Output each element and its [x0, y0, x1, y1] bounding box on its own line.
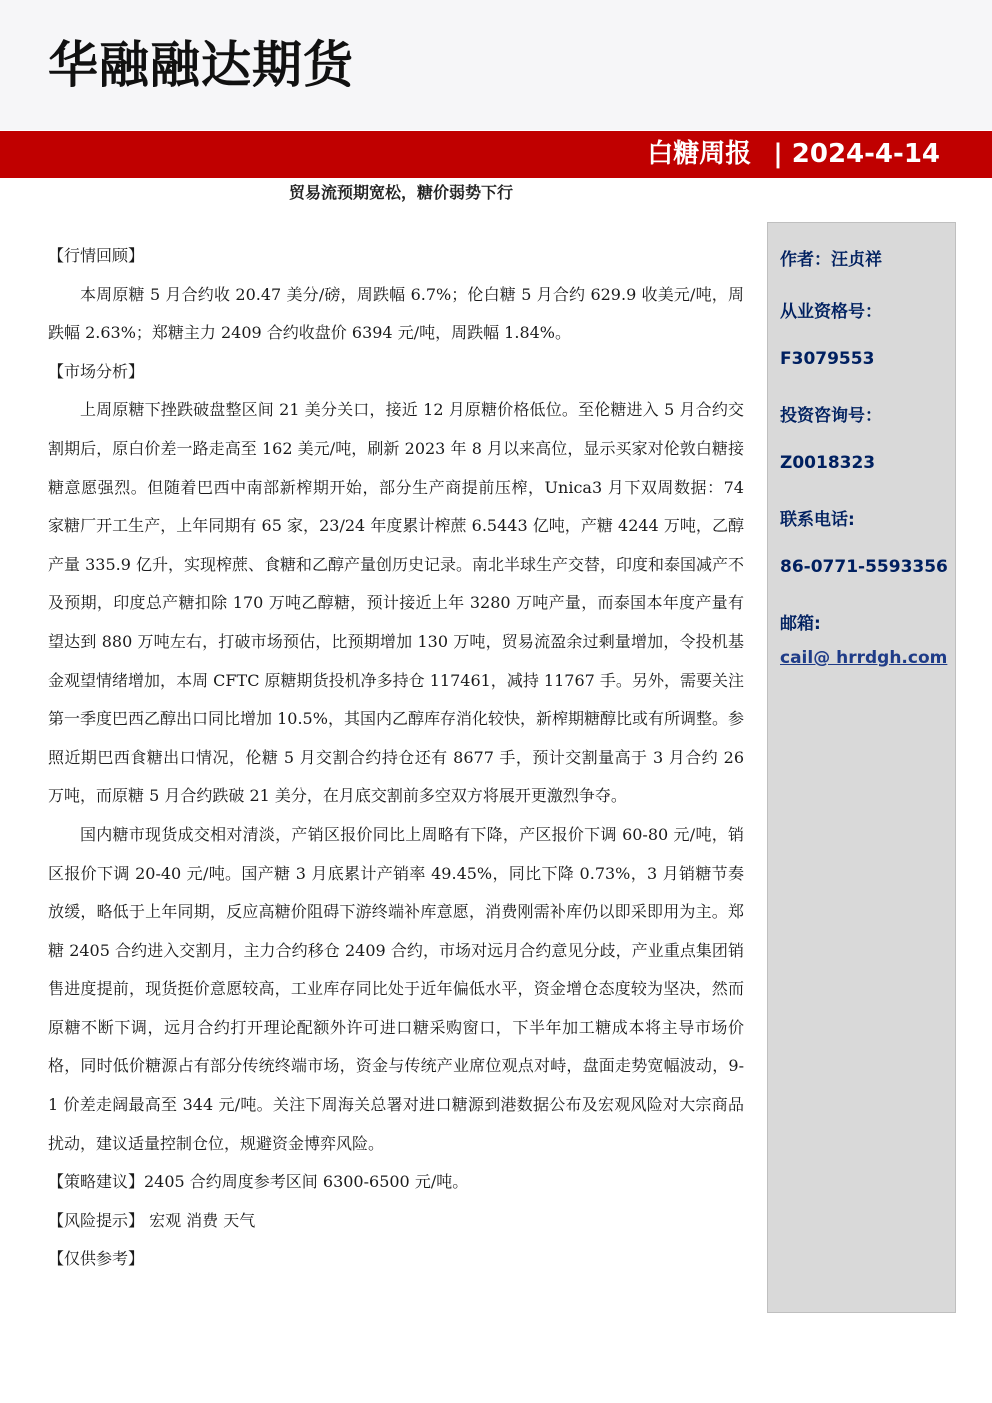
report-subtitle: 贸易流预期宽松，糖价弱势下行: [289, 183, 514, 202]
report-date: 2024-4-14: [791, 139, 940, 169]
advisory-label: 投资咨询号：: [780, 406, 882, 426]
analysis-paragraph-domestic: 国内糖市现货成交相对清淡，产销区报价同比上周略有下降，产区报价下调 60-80 元/吨，销区报价下调 20-40 元/吨。国产糖 3 月底累计产销率 49.45%，同比下降 0.73%，3 月销糖节奏放缓，略低于上年同期，反应高糖价阻碍下游终端补库意愿，消费刚需补库仍以即采即用为主。郑糖 2405 合约进入交割月，主力合约移仓 2409 合约，市场对远月合约意见分歧，产业重点集团销售进度提前，现货挺价意愿较高，工业库存同比处于近年偏低水平，资金增仓态度较为坚决，然而原糖不断下调，远月合约打开理论配额外许可进口糖采购窗口，下半年加工糖成本将主导市场价格，同时低价糖源占有部分传统终端市场，资金与传统产业席位观点对峙，盘面走势宽幅波动，9-1 价差走阔最高至 344 元/吨。关注下周海关总署对进口糖源到港数据公布及宏观风险对大宗商品扰动，建议适量控制仓位，规避资金博弈风险。: [48, 824, 744, 1153]
phone-number: 86-0771-5593356: [780, 557, 948, 577]
report-banner: [0, 131, 992, 178]
report-body: [48, 237, 744, 1279]
author-sidebar: [767, 222, 956, 1313]
email-label: 邮箱:: [780, 614, 821, 634]
analysis-paragraph-international: 上周原糖下挫跌破盘整区间 21 美分关口，接近 12 月原糖价格低位。至伦糖进入 5 月合约交割期后，原白价差一路走高至 162 美元/吨，刷新 2023 年 8 月以来高位，显示买家对伦敦白糖接糖意愿强烈。但随着巴西中南部新榨期开始，部分生产商提前压榨，Unica3 月下双周数据：74 家糖厂开工生产，上年同期有 65 家，23/24 年度累计榨蔗 6.5443 亿吨，产糖 4244 万吨，乙醇产量 335.9 亿升，实现榨蔗、食糖和乙醇产量创历史记录。南北半球生产交替，印度和泰国减产不及预期，印度总产糖扣除 170 万吨乙醇糖，预计接近上年 3280 万吨产量，而泰国本年度产量有 望达到 880 万吨左右，打破市场预估，比预期增加 130 万吨，贸易流盈余过剩量增加，令投机基金观望情绪增加，本周 CFTC 原糖期货投机净多持仓 117461，减持 11767 手。另外，需要关注第一季度巴西乙醇出口同比增加 10.5%，其国内乙醇库存消化较快，新榨期糖醇比或有所调整。参照近期巴西食糖出口情况，伦糖 5 月交割合约持仓还有 8677 手，预计交割量高于 3 月合约 26 万吨，而原糖 5 月合约跌破 21 美分，在月底交割前多空双方将展开更激烈争夺。: [48, 400, 744, 806]
email-link[interactable]: cail@ hrrdgh.com: [780, 648, 948, 668]
company-title: 华融融达期货: [48, 35, 354, 94]
review-heading: 【行情回顾】: [48, 246, 145, 265]
report-tag: [647, 131, 940, 178]
license-number: F3079553: [780, 349, 875, 369]
author-name: 作者：汪贞祥: [780, 250, 882, 270]
banner-separator: |: [773, 139, 783, 169]
license-label: 从业资格号：: [780, 302, 882, 322]
strategy-suggestion: 【策略建议】2405 合约周度参考区间 6300-6500 元/吨。: [48, 1172, 469, 1192]
phone-label: 联系电话:: [780, 510, 855, 530]
risk-warning: 【风险提示】 宏观 消费 天气: [48, 1210, 256, 1230]
analysis-heading: 【市场分析】: [48, 361, 145, 381]
report-type: 白糖周报: [647, 139, 752, 169]
reference-note: 【仅供参考】: [48, 1249, 145, 1269]
advisory-number: Z0018323: [780, 453, 876, 473]
review-paragraph: 本周原糖 5 月合约收 20.47 美分/磅，周跌幅 6.7%；伦白糖 5 月合约 629.9 收美元/吨，周跌幅 2.63%；郑糖主力 2409 合约收盘价 6394 元/吨，周跌幅 1.84%。: [48, 284, 744, 343]
